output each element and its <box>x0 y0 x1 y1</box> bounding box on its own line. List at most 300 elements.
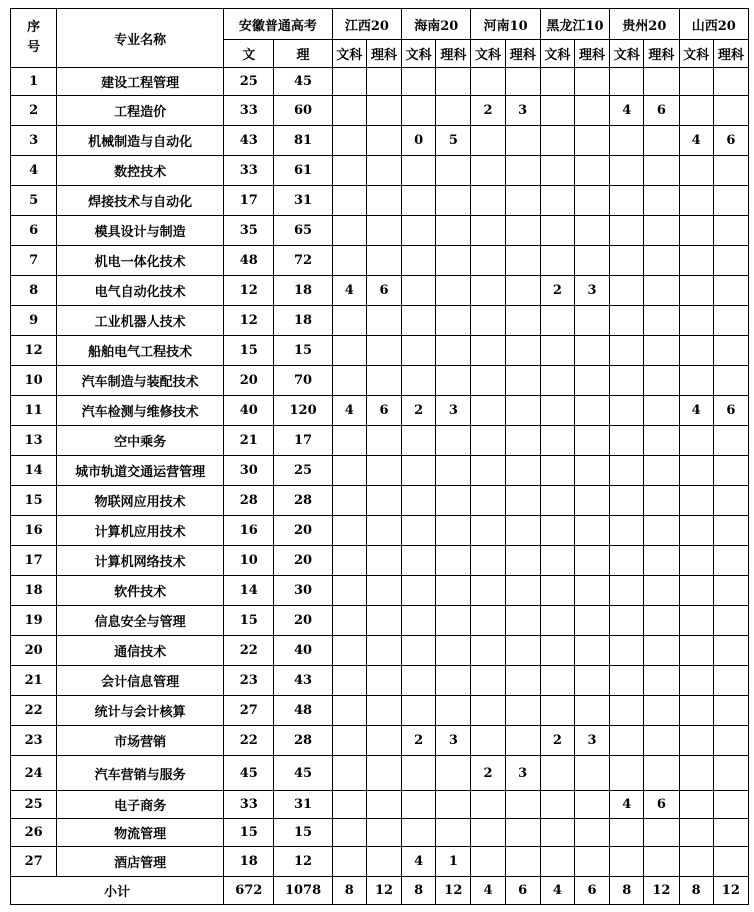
table-row <box>11 186 749 216</box>
guizhou-like-cell <box>644 726 679 756</box>
header-hainan-wenke: 文科 <box>402 40 436 68</box>
hainan-like-cell: 5 <box>436 126 471 156</box>
guizhou-like-cell <box>644 156 679 186</box>
hainan-like-cell <box>436 606 471 636</box>
hainan-wenke-cell <box>402 216 436 246</box>
major-name-cell: 通信技术 <box>57 636 224 666</box>
heilongjiang-wenke-cell <box>540 426 574 456</box>
jiangxi-wenke-cell <box>332 126 366 156</box>
header-major: 专业名称 <box>57 9 224 68</box>
guizhou-wenke-cell <box>610 819 644 847</box>
guizhou-like-cell <box>644 336 679 366</box>
hainan-wenke-cell <box>402 696 436 726</box>
heilongjiang-wenke-cell: 2 <box>540 726 574 756</box>
henan-like-cell <box>505 606 540 636</box>
henan-wenke-cell <box>471 606 505 636</box>
hainan-wenke-cell: 4 <box>402 847 436 877</box>
enrollment-plan-table <box>10 8 749 905</box>
anhui-wen-cell: 23 <box>224 666 274 696</box>
guizhou-like-cell <box>644 276 679 306</box>
henan-wenke-cell <box>471 516 505 546</box>
henan-wenke-cell <box>471 486 505 516</box>
hainan-wenke-cell: 0 <box>402 126 436 156</box>
guizhou-wenke-cell <box>610 456 644 486</box>
anhui-wen-cell: 45 <box>224 756 274 791</box>
guizhou-wenke-cell <box>610 636 644 666</box>
table-row <box>11 276 749 306</box>
table-row <box>11 366 749 396</box>
total-shanxi-like-cell: 12 <box>713 877 748 905</box>
anhui-li-cell: 25 <box>274 456 332 486</box>
guizhou-like-cell <box>644 306 679 336</box>
seq-cell: 10 <box>11 366 57 396</box>
guizhou-wenke-cell <box>610 366 644 396</box>
shanxi-wenke-cell <box>679 246 713 276</box>
guizhou-wenke-cell <box>610 696 644 726</box>
heilongjiang-like-cell <box>574 486 609 516</box>
shanxi-like-cell <box>713 306 748 336</box>
henan-like-cell <box>505 819 540 847</box>
henan-wenke-cell <box>471 696 505 726</box>
guizhou-like-cell <box>644 126 679 156</box>
heilongjiang-like-cell <box>574 156 609 186</box>
henan-wenke-cell <box>471 396 505 426</box>
hainan-like-cell <box>436 516 471 546</box>
henan-wenke-cell <box>471 636 505 666</box>
major-name-cell: 数控技术 <box>57 156 224 186</box>
anhui-li-cell: 45 <box>274 68 332 96</box>
guizhou-like-cell <box>644 246 679 276</box>
seq-cell: 3 <box>11 126 57 156</box>
jiangxi-wenke-cell <box>332 216 366 246</box>
header-jiangxi: 江西20 <box>332 9 401 40</box>
major-name-cell: 焊接技术与自动化 <box>57 186 224 216</box>
henan-like-cell <box>505 276 540 306</box>
anhui-wen-cell: 10 <box>224 546 274 576</box>
jiangxi-like-cell <box>366 756 401 791</box>
jiangxi-wenke-cell <box>332 156 366 186</box>
henan-like-cell: 3 <box>505 756 540 791</box>
henan-like-cell <box>505 156 540 186</box>
heilongjiang-like-cell <box>574 666 609 696</box>
header-anhui-wen: 文 <box>224 40 274 68</box>
heilongjiang-like-cell <box>574 366 609 396</box>
shanxi-wenke-cell <box>679 666 713 696</box>
hainan-like-cell <box>436 336 471 366</box>
heilongjiang-wenke-cell <box>540 156 574 186</box>
anhui-wen-cell: 25 <box>224 68 274 96</box>
heilongjiang-wenke-cell <box>540 126 574 156</box>
table-row <box>11 516 749 546</box>
henan-wenke-cell <box>471 456 505 486</box>
anhui-li-cell: 28 <box>274 726 332 756</box>
guizhou-like-cell <box>644 636 679 666</box>
jiangxi-wenke-cell <box>332 486 366 516</box>
shanxi-wenke-cell: 4 <box>679 396 713 426</box>
shanxi-wenke-cell <box>679 366 713 396</box>
henan-like-cell <box>505 306 540 336</box>
hainan-wenke-cell <box>402 96 436 126</box>
table-row <box>11 847 749 877</box>
hainan-wenke-cell <box>402 456 436 486</box>
guizhou-wenke-cell <box>610 426 644 456</box>
total-guizhou-wenke-cell: 8 <box>610 877 644 905</box>
table-row <box>11 696 749 726</box>
jiangxi-wenke-cell <box>332 606 366 636</box>
hainan-like-cell <box>436 486 471 516</box>
heilongjiang-like-cell <box>574 336 609 366</box>
table-row <box>11 819 749 847</box>
jiangxi-like-cell <box>366 156 401 186</box>
guizhou-wenke-cell <box>610 68 644 96</box>
header-jiangxi-like: 理科 <box>366 40 401 68</box>
anhui-wen-cell: 17 <box>224 186 274 216</box>
seq-cell: 17 <box>11 546 57 576</box>
anhui-li-cell: 20 <box>274 516 332 546</box>
hainan-like-cell <box>436 636 471 666</box>
jiangxi-like-cell <box>366 186 401 216</box>
total-heilongjiang-wenke-cell: 4 <box>540 877 574 905</box>
heilongjiang-wenke-cell <box>540 696 574 726</box>
major-name-cell: 物流管理 <box>57 819 224 847</box>
shanxi-like-cell <box>713 756 748 791</box>
table-row <box>11 216 749 246</box>
henan-like-cell: 3 <box>505 96 540 126</box>
anhui-wen-cell: 30 <box>224 456 274 486</box>
shanxi-wenke-cell <box>679 276 713 306</box>
hainan-like-cell <box>436 546 471 576</box>
anhui-wen-cell: 18 <box>224 847 274 877</box>
header-anhui: 安徽普通高考 <box>224 9 333 40</box>
heilongjiang-like-cell <box>574 819 609 847</box>
guizhou-wenke-cell <box>610 396 644 426</box>
anhui-li-cell: 20 <box>274 606 332 636</box>
major-name-cell: 信息安全与管理 <box>57 606 224 636</box>
henan-wenke-cell <box>471 546 505 576</box>
anhui-wen-cell: 15 <box>224 336 274 366</box>
enrollment-plan-sheet <box>10 8 749 905</box>
total-hainan-like-cell: 12 <box>436 877 471 905</box>
hainan-wenke-cell <box>402 576 436 606</box>
shanxi-wenke-cell <box>679 636 713 666</box>
hainan-like-cell <box>436 819 471 847</box>
henan-like-cell <box>505 246 540 276</box>
anhui-li-cell: 17 <box>274 426 332 456</box>
guizhou-like-cell <box>644 426 679 456</box>
heilongjiang-like-cell <box>574 546 609 576</box>
guizhou-like-cell <box>644 396 679 426</box>
heilongjiang-like-cell <box>574 186 609 216</box>
jiangxi-like-cell: 6 <box>366 396 401 426</box>
shanxi-wenke-cell <box>679 546 713 576</box>
heilongjiang-wenke-cell <box>540 486 574 516</box>
hainan-like-cell <box>436 456 471 486</box>
anhui-li-cell: 18 <box>274 276 332 306</box>
shanxi-wenke-cell <box>679 756 713 791</box>
jiangxi-like-cell: 6 <box>366 276 401 306</box>
anhui-li-cell: 18 <box>274 306 332 336</box>
jiangxi-wenke-cell <box>332 68 366 96</box>
heilongjiang-like-cell <box>574 96 609 126</box>
hainan-wenke-cell: 2 <box>402 396 436 426</box>
header-henan-wenke: 文科 <box>471 40 505 68</box>
seq-cell: 7 <box>11 246 57 276</box>
henan-like-cell <box>505 486 540 516</box>
henan-like-cell <box>505 336 540 366</box>
guizhou-wenke-cell <box>610 576 644 606</box>
guizhou-wenke-cell <box>610 306 644 336</box>
guizhou-like-cell: 6 <box>644 791 679 819</box>
major-name-cell: 机械制造与自动化 <box>57 126 224 156</box>
table-row <box>11 576 749 606</box>
total-henan-like-cell: 6 <box>505 877 540 905</box>
header-jiangxi-wenke: 文科 <box>332 40 366 68</box>
heilongjiang-like-cell <box>574 246 609 276</box>
anhui-li-cell: 12 <box>274 847 332 877</box>
table-row <box>11 126 749 156</box>
heilongjiang-like-cell <box>574 636 609 666</box>
heilongjiang-like-cell: 3 <box>574 276 609 306</box>
guizhou-wenke-cell <box>610 756 644 791</box>
henan-like-cell <box>505 126 540 156</box>
heilongjiang-like-cell <box>574 216 609 246</box>
henan-like-cell <box>505 186 540 216</box>
anhui-li-cell: 60 <box>274 96 332 126</box>
hainan-wenke-cell <box>402 246 436 276</box>
seq-cell: 5 <box>11 186 57 216</box>
guizhou-like-cell <box>644 486 679 516</box>
seq-cell: 8 <box>11 276 57 306</box>
hainan-wenke-cell <box>402 306 436 336</box>
anhui-wen-cell: 22 <box>224 636 274 666</box>
hainan-wenke-cell <box>402 156 436 186</box>
hainan-wenke-cell <box>402 819 436 847</box>
major-name-cell: 汽车检测与维修技术 <box>57 396 224 426</box>
shanxi-like-cell <box>713 636 748 666</box>
hainan-wenke-cell <box>402 276 436 306</box>
jiangxi-like-cell <box>366 486 401 516</box>
seq-cell: 6 <box>11 216 57 246</box>
jiangxi-like-cell <box>366 306 401 336</box>
heilongjiang-like-cell <box>574 126 609 156</box>
major-name-cell: 计算机应用技术 <box>57 516 224 546</box>
shanxi-like-cell <box>713 696 748 726</box>
guizhou-like-cell <box>644 819 679 847</box>
guizhou-like-cell: 6 <box>644 96 679 126</box>
shanxi-like-cell <box>713 791 748 819</box>
seq-cell: 22 <box>11 696 57 726</box>
major-name-cell: 市场营销 <box>57 726 224 756</box>
shanxi-wenke-cell <box>679 726 713 756</box>
shanxi-wenke-cell <box>679 426 713 456</box>
anhui-li-cell: 20 <box>274 546 332 576</box>
anhui-wen-cell: 15 <box>224 606 274 636</box>
henan-like-cell <box>505 68 540 96</box>
henan-wenke-cell <box>471 306 505 336</box>
guizhou-wenke-cell: 4 <box>610 791 644 819</box>
anhui-wen-cell: 12 <box>224 276 274 306</box>
henan-wenke-cell <box>471 246 505 276</box>
shanxi-wenke-cell <box>679 156 713 186</box>
heilongjiang-like-cell <box>574 516 609 546</box>
jiangxi-wenke-cell <box>332 246 366 276</box>
seq-cell: 23 <box>11 726 57 756</box>
anhui-li-cell: 70 <box>274 366 332 396</box>
shanxi-like-cell <box>713 246 748 276</box>
major-name-cell: 汽车制造与装配技术 <box>57 366 224 396</box>
anhui-li-cell: 61 <box>274 156 332 186</box>
major-name-cell: 物联网应用技术 <box>57 486 224 516</box>
table-row <box>11 156 749 186</box>
header-heilongjiang-wenke: 文科 <box>540 40 574 68</box>
header-anhui-li: 理 <box>274 40 332 68</box>
table-row <box>11 756 749 791</box>
jiangxi-like-cell <box>366 336 401 366</box>
jiangxi-like-cell <box>366 126 401 156</box>
hainan-like-cell <box>436 666 471 696</box>
jiangxi-wenke-cell <box>332 186 366 216</box>
shanxi-wenke-cell <box>679 456 713 486</box>
jiangxi-like-cell <box>366 246 401 276</box>
jiangxi-like-cell <box>366 576 401 606</box>
jiangxi-wenke-cell <box>332 456 366 486</box>
guizhou-wenke-cell <box>610 276 644 306</box>
table-row <box>11 336 749 366</box>
hainan-like-cell <box>436 156 471 186</box>
total-henan-wenke-cell: 4 <box>471 877 505 905</box>
shanxi-like-cell <box>713 819 748 847</box>
hainan-wenke-cell <box>402 636 436 666</box>
anhui-wen-cell: 43 <box>224 126 274 156</box>
heilongjiang-wenke-cell <box>540 456 574 486</box>
anhui-wen-cell: 20 <box>224 366 274 396</box>
anhui-wen-cell: 40 <box>224 396 274 426</box>
jiangxi-like-cell <box>366 696 401 726</box>
heilongjiang-wenke-cell <box>540 666 574 696</box>
heilongjiang-wenke-cell <box>540 606 574 636</box>
jiangxi-like-cell <box>366 456 401 486</box>
jiangxi-like-cell <box>366 426 401 456</box>
shanxi-like-cell <box>713 486 748 516</box>
heilongjiang-wenke-cell <box>540 576 574 606</box>
guizhou-like-cell <box>644 516 679 546</box>
shanxi-wenke-cell <box>679 68 713 96</box>
jiangxi-like-cell <box>366 636 401 666</box>
total-anhui-li-cell: 1078 <box>274 877 332 905</box>
jiangxi-wenke-cell <box>332 726 366 756</box>
header-seq-line1: 序 <box>27 20 41 35</box>
guizhou-like-cell <box>644 186 679 216</box>
jiangxi-wenke-cell <box>332 516 366 546</box>
table-row <box>11 456 749 486</box>
anhui-wen-cell: 33 <box>224 791 274 819</box>
header-hainan-like: 理科 <box>436 40 471 68</box>
major-name-cell: 电气自动化技术 <box>57 276 224 306</box>
jiangxi-wenke-cell <box>332 336 366 366</box>
jiangxi-like-cell <box>366 96 401 126</box>
anhui-wen-cell: 16 <box>224 516 274 546</box>
guizhou-wenke-cell: 4 <box>610 96 644 126</box>
header-seq <box>11 9 57 68</box>
jiangxi-like-cell <box>366 546 401 576</box>
heilongjiang-wenke-cell <box>540 68 574 96</box>
jiangxi-like-cell <box>366 606 401 636</box>
anhui-li-cell: 31 <box>274 791 332 819</box>
anhui-li-cell: 65 <box>274 216 332 246</box>
seq-cell: 16 <box>11 516 57 546</box>
anhui-li-cell: 45 <box>274 756 332 791</box>
hainan-wenke-cell <box>402 666 436 696</box>
hainan-wenke-cell <box>402 546 436 576</box>
shanxi-wenke-cell <box>679 336 713 366</box>
shanxi-like-cell <box>713 847 748 877</box>
major-name-cell: 软件技术 <box>57 576 224 606</box>
heilongjiang-wenke-cell <box>540 246 574 276</box>
heilongjiang-like-cell <box>574 756 609 791</box>
total-hainan-wenke-cell: 8 <box>402 877 436 905</box>
hainan-wenke-cell <box>402 516 436 546</box>
henan-like-cell <box>505 576 540 606</box>
heilongjiang-wenke-cell <box>540 216 574 246</box>
major-name-cell: 统计与会计核算 <box>57 696 224 726</box>
shanxi-like-cell <box>713 216 748 246</box>
heilongjiang-wenke-cell <box>540 366 574 396</box>
henan-wenke-cell <box>471 847 505 877</box>
jiangxi-like-cell <box>366 726 401 756</box>
henan-wenke-cell <box>471 156 505 186</box>
table-row <box>11 306 749 336</box>
shanxi-wenke-cell <box>679 96 713 126</box>
seq-cell: 24 <box>11 756 57 791</box>
hainan-like-cell <box>436 426 471 456</box>
henan-like-cell <box>505 696 540 726</box>
table-row <box>11 666 749 696</box>
table-row <box>11 486 749 516</box>
header-shanxi-like: 理科 <box>713 40 748 68</box>
heilongjiang-like-cell <box>574 606 609 636</box>
header-row-province <box>11 9 749 40</box>
henan-like-cell <box>505 636 540 666</box>
jiangxi-wenke-cell <box>332 426 366 456</box>
hainan-like-cell: 1 <box>436 847 471 877</box>
henan-wenke-cell <box>471 366 505 396</box>
jiangxi-wenke-cell <box>332 666 366 696</box>
jiangxi-like-cell <box>366 847 401 877</box>
anhui-wen-cell: 48 <box>224 246 274 276</box>
header-guizhou: 贵州20 <box>610 9 679 40</box>
table-row <box>11 246 749 276</box>
anhui-wen-cell: 35 <box>224 216 274 246</box>
heilongjiang-like-cell <box>574 396 609 426</box>
guizhou-like-cell <box>644 847 679 877</box>
anhui-wen-cell: 21 <box>224 426 274 456</box>
henan-like-cell <box>505 366 540 396</box>
heilongjiang-wenke-cell <box>540 516 574 546</box>
seq-cell: 26 <box>11 819 57 847</box>
heilongjiang-wenke-cell <box>540 847 574 877</box>
guizhou-like-cell <box>644 68 679 96</box>
henan-wenke-cell <box>471 576 505 606</box>
anhui-li-cell: 43 <box>274 666 332 696</box>
jiangxi-wenke-cell: 4 <box>332 396 366 426</box>
heilongjiang-wenke-cell <box>540 756 574 791</box>
hainan-like-cell <box>436 366 471 396</box>
seq-cell: 19 <box>11 606 57 636</box>
total-heilongjiang-like-cell: 6 <box>574 877 609 905</box>
guizhou-wenke-cell <box>610 126 644 156</box>
jiangxi-wenke-cell <box>332 576 366 606</box>
seq-cell: 12 <box>11 336 57 366</box>
